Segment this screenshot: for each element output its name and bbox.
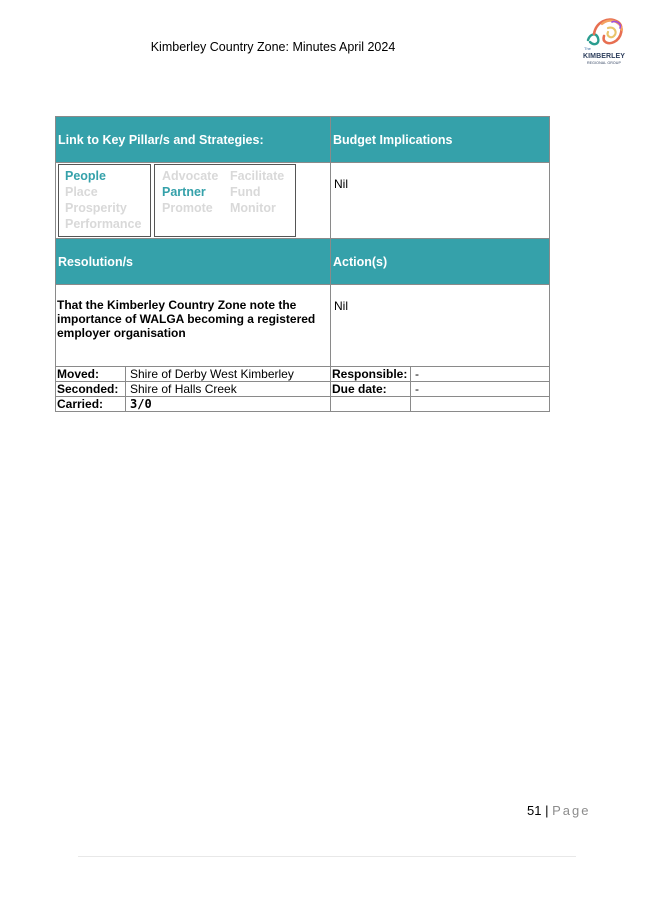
strategy-partner: Partner bbox=[162, 185, 206, 199]
due-date-value: - bbox=[411, 382, 550, 397]
pillar-performance: Performance bbox=[65, 217, 142, 231]
budget-implications-header: Budget Implications bbox=[331, 117, 550, 163]
responsible-value: - bbox=[411, 367, 550, 382]
due-date-label: Due date: bbox=[331, 382, 411, 397]
moved-value: Shire of Derby West Kimberley bbox=[126, 367, 331, 382]
page-number-value: 51 bbox=[527, 803, 542, 818]
footer-divider bbox=[78, 856, 576, 857]
pillar-people: People bbox=[65, 169, 106, 183]
logo-name-text: KIMBERLEY bbox=[582, 53, 626, 60]
document-header-title: Kimberley Country Zone: Minutes April 2024 bbox=[150, 40, 396, 54]
kimberley-regional-group-logo bbox=[578, 14, 630, 66]
strategy-promote: Promote bbox=[162, 201, 213, 215]
moved-label: Moved: bbox=[56, 367, 126, 382]
strategy-facilitate: Facilitate bbox=[230, 169, 285, 183]
strategy-advocate: Advocate bbox=[162, 169, 219, 183]
logo-the-text: The bbox=[584, 46, 591, 51]
carried-label: Carried: bbox=[56, 397, 126, 412]
resolution-table bbox=[55, 116, 550, 412]
responsible-label: Responsible: bbox=[331, 367, 411, 382]
carried-value: 3/0 bbox=[126, 397, 331, 412]
actions-value: Nil bbox=[331, 285, 550, 367]
pillar-place: Place bbox=[65, 185, 98, 199]
empty-cell bbox=[411, 397, 550, 412]
pillar-prosperity: Prosperity bbox=[65, 201, 127, 215]
budget-implications-value: Nil bbox=[331, 163, 550, 239]
logo-sub-text: REGIONAL GROUP bbox=[586, 61, 621, 65]
seconded-label: Seconded: bbox=[56, 382, 126, 397]
actions-header: Action(s) bbox=[331, 239, 550, 285]
pillars-box bbox=[58, 164, 151, 237]
page-separator: | bbox=[545, 803, 549, 818]
empty-cell bbox=[331, 397, 411, 412]
page-label: Page bbox=[552, 803, 591, 818]
resolution-header: Resolution/s bbox=[56, 239, 331, 285]
link-to-pillars-header: Link to Key Pillar/s and Strategies: bbox=[56, 117, 331, 163]
page-number bbox=[527, 803, 590, 818]
strategy-monitor: Monitor bbox=[230, 201, 276, 215]
strategies-box bbox=[154, 164, 296, 237]
seconded-value: Shire of Halls Creek bbox=[126, 382, 331, 397]
strategy-fund: Fund bbox=[230, 185, 261, 199]
pillars-cell bbox=[56, 163, 331, 239]
resolution-text: That the Kimberley Country Zone note the importance of WALGA becoming a registered employer organisation bbox=[56, 285, 331, 367]
